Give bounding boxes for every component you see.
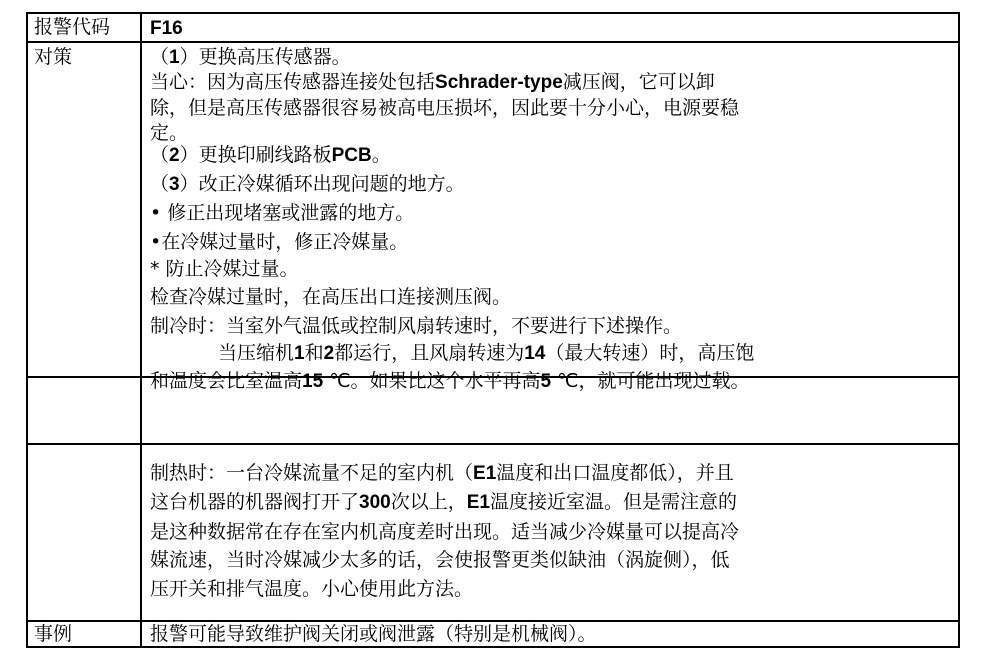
measure-line-3: 除，但是高压传感器很容易被高电压损坏，因此要十分小心，电源要稳 (150, 97, 740, 119)
measure-line-6: （3）改正冷媒循环出现问题的地方。 (150, 173, 465, 195)
case-value: 报警可能导致维护阀关闭或阀泄露（特别是机械阀）。 (150, 623, 597, 645)
alarm-code-value: F16 (150, 18, 183, 39)
measure-line-11: 制冷时：当室外气温低或控制风扇转速时，不要进行下述操作。 (150, 315, 683, 337)
measures-label: 对策 (34, 46, 73, 68)
measure-line-16: 是这种数据常在存在室内机高度差时出现。适当减少冷媒量可以提高冷 (150, 521, 740, 543)
measure-line-12: 当压缩机1和2都运行，且风扇转速为14（最大转速）时，高压饱 (218, 342, 755, 364)
measure-line-17: 媒流速，当时冷媒减少太多的话，会使报警更类似缺油（涡旋侧），低 (150, 549, 730, 571)
measure-line-8: •在冷媒过量时，修正冷媒量。 (150, 231, 409, 253)
measure-line-2: 当心：因为高压传感器连接处包括Schrader-type减压阀，它可以卸 (150, 71, 715, 93)
measure-line-1: （1）更换高压传感器。 (150, 46, 351, 68)
case-label: 事例 (34, 623, 73, 645)
measure-line-7: • 修正出现堵塞或泄露的地方。 (150, 202, 415, 224)
measure-line-9: * 防止冷媒过量。 (150, 258, 299, 280)
measure-line-10: 检查冷媒过量时，在高压出口连接测压阀。 (150, 286, 512, 308)
alarm-table (26, 12, 960, 648)
measure-line-5: （2）更换印刷线路板PCB。 (150, 144, 391, 166)
row-divider-header (28, 41, 958, 43)
column-divider (140, 14, 142, 646)
measure-line-4: 定。 (150, 122, 189, 144)
measure-line-13: 和温度会比室温高15 ℃。如果比这个水平再高5 ℃，就可能出现过载。 (150, 370, 750, 392)
alarm-code-label: 报警代码 (34, 16, 111, 38)
measure-line-18: 压开关和排气温度。小心使用此方法。 (150, 578, 474, 600)
row-divider-heating (28, 443, 958, 445)
measure-line-15: 这台机器的机器阀打开了300次以上，E1温度接近室温。但是需注意的 (150, 491, 737, 513)
measure-line-14: 制热时：一台冷媒流量不足的室内机（E1温度和出口温度都低），并且 (150, 462, 734, 484)
